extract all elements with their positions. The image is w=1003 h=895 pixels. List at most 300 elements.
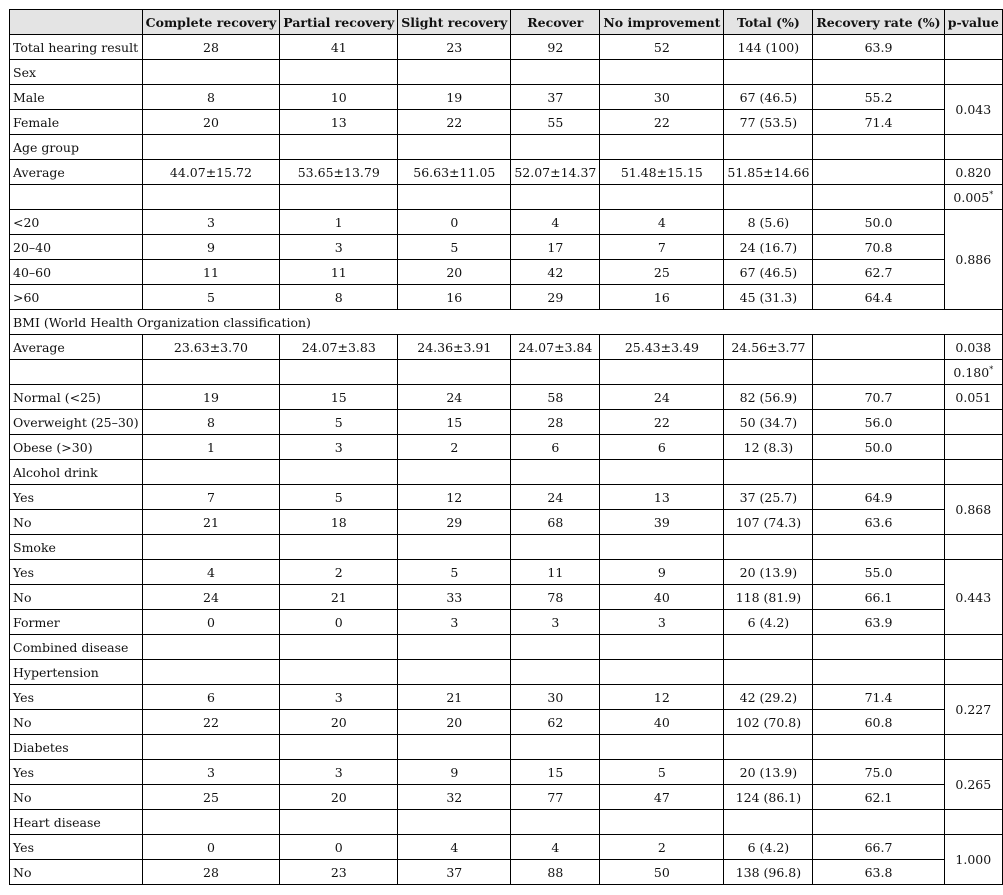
table-cell: 50.0 bbox=[813, 210, 944, 235]
table-cell: 11 bbox=[280, 260, 398, 285]
table-cell bbox=[813, 160, 944, 185]
row-label: Yes bbox=[10, 835, 143, 860]
table-cell bbox=[813, 810, 944, 835]
table-cell bbox=[724, 460, 813, 485]
table-cell bbox=[600, 460, 724, 485]
table-row bbox=[10, 260, 1003, 285]
table-cell bbox=[398, 135, 511, 160]
table-cell bbox=[280, 735, 398, 760]
table-cell bbox=[813, 335, 944, 360]
table-cell: 55.2 bbox=[813, 85, 944, 110]
table-cell: 23 bbox=[398, 35, 511, 60]
table-cell: 40 bbox=[600, 710, 724, 735]
row-label: Yes bbox=[10, 485, 143, 510]
row-label: Age group bbox=[10, 135, 143, 160]
table-cell: 2 bbox=[600, 835, 724, 860]
table-cell bbox=[398, 60, 511, 85]
table-cell: 0 bbox=[280, 610, 398, 635]
table-cell: 50 bbox=[600, 860, 724, 885]
table-cell bbox=[280, 185, 398, 210]
row-label: Yes bbox=[10, 685, 143, 710]
table-cell bbox=[142, 60, 280, 85]
table-cell: 13 bbox=[600, 485, 724, 510]
table-cell: 50 (34.7) bbox=[724, 410, 813, 435]
table-cell bbox=[280, 635, 398, 660]
table-cell: 20 (13.9) bbox=[724, 560, 813, 585]
table-row bbox=[10, 85, 1003, 110]
table-cell: 2 bbox=[280, 560, 398, 585]
table-cell bbox=[398, 735, 511, 760]
table-row bbox=[10, 135, 1003, 160]
table-cell: 45 (31.3) bbox=[724, 285, 813, 310]
table-cell: 62.7 bbox=[813, 260, 944, 285]
table-cell bbox=[511, 460, 600, 485]
table-cell: 22 bbox=[600, 110, 724, 135]
row-label: Diabetes bbox=[10, 735, 143, 760]
table-cell: 67 (46.5) bbox=[724, 85, 813, 110]
table-cell: 64.4 bbox=[813, 285, 944, 310]
table-cell: 66.1 bbox=[813, 585, 944, 610]
table-cell bbox=[724, 660, 813, 685]
recovery-table bbox=[9, 9, 1003, 885]
p-value-cell bbox=[944, 135, 1002, 160]
table-cell: 71.4 bbox=[813, 685, 944, 710]
p-value-cell bbox=[944, 560, 1002, 635]
table-cell bbox=[813, 535, 944, 560]
table-cell: 11 bbox=[142, 260, 280, 285]
row-label: 20–40 bbox=[10, 235, 143, 260]
table-body bbox=[10, 35, 1003, 885]
column-header: Slight recovery bbox=[398, 10, 511, 35]
table-cell bbox=[398, 360, 511, 385]
table-cell bbox=[280, 535, 398, 560]
row-label: Yes bbox=[10, 560, 143, 585]
table-cell bbox=[511, 735, 600, 760]
table-cell: 20 bbox=[142, 110, 280, 135]
column-header: Partial recovery bbox=[280, 10, 398, 35]
table-cell: 28 bbox=[511, 410, 600, 435]
table-cell bbox=[280, 460, 398, 485]
table-cell: 51.48±15.15 bbox=[600, 160, 724, 185]
table-cell bbox=[724, 735, 813, 760]
table-cell: 3 bbox=[142, 210, 280, 235]
p-value-cell bbox=[944, 210, 1002, 310]
table-cell bbox=[511, 185, 600, 210]
p-value-cell bbox=[944, 410, 1002, 435]
table-row bbox=[10, 710, 1003, 735]
table-cell: 4 bbox=[142, 560, 280, 585]
p-value-cell bbox=[944, 485, 1002, 535]
p-value-cell bbox=[944, 35, 1002, 60]
table-cell: 5 bbox=[142, 285, 280, 310]
table-cell: 63.8 bbox=[813, 860, 944, 885]
table-cell: 29 bbox=[511, 285, 600, 310]
table-cell: 71.4 bbox=[813, 110, 944, 135]
table-cell: 9 bbox=[398, 760, 511, 785]
table-cell bbox=[724, 810, 813, 835]
table-cell bbox=[280, 360, 398, 385]
p-value-cell bbox=[944, 435, 1002, 460]
table-cell: 53.65±13.79 bbox=[280, 160, 398, 185]
p-value-cell bbox=[944, 535, 1002, 560]
table-cell bbox=[600, 660, 724, 685]
table-cell bbox=[600, 635, 724, 660]
table-cell bbox=[600, 810, 724, 835]
table-cell bbox=[813, 60, 944, 85]
table-cell: 144 (100) bbox=[724, 35, 813, 60]
table-container bbox=[9, 9, 1003, 885]
table-cell bbox=[142, 135, 280, 160]
table-cell: 51.85±14.66 bbox=[724, 160, 813, 185]
table-cell: 8 bbox=[142, 410, 280, 435]
table-cell: 6 bbox=[142, 685, 280, 710]
table-cell: 7 bbox=[600, 235, 724, 260]
table-cell bbox=[280, 810, 398, 835]
p-value-cell bbox=[944, 835, 1002, 885]
row-label: No bbox=[10, 785, 143, 810]
table-cell bbox=[142, 810, 280, 835]
table-cell bbox=[398, 810, 511, 835]
table-cell: 24.07±3.84 bbox=[511, 335, 600, 360]
column-header: p-value bbox=[944, 10, 1002, 35]
table-cell: 3 bbox=[600, 610, 724, 635]
table-cell bbox=[511, 360, 600, 385]
table-cell bbox=[813, 635, 944, 660]
table-cell: 5 bbox=[398, 235, 511, 260]
table-cell: 24 (16.7) bbox=[724, 235, 813, 260]
table-cell: 30 bbox=[600, 85, 724, 110]
p-value-cell bbox=[944, 660, 1002, 685]
table-cell: 0 bbox=[280, 835, 398, 860]
column-header: Total (%) bbox=[724, 10, 813, 35]
table-cell bbox=[142, 660, 280, 685]
row-label: 40–60 bbox=[10, 260, 143, 285]
table-cell: 37 bbox=[511, 85, 600, 110]
table-cell: 5 bbox=[280, 410, 398, 435]
table-cell: 28 bbox=[142, 35, 280, 60]
row-label: Former bbox=[10, 610, 143, 635]
table-cell: 3 bbox=[142, 760, 280, 785]
table-cell: 6 bbox=[511, 435, 600, 460]
column-header: Recover bbox=[511, 10, 600, 35]
table-cell bbox=[142, 535, 280, 560]
table-cell: 62.1 bbox=[813, 785, 944, 810]
table-row bbox=[10, 35, 1003, 60]
table-cell: 20 bbox=[398, 710, 511, 735]
table-row bbox=[10, 210, 1003, 235]
table-cell: 6 bbox=[600, 435, 724, 460]
table-row bbox=[10, 810, 1003, 835]
table-cell: 77 bbox=[511, 785, 600, 810]
table-row bbox=[10, 660, 1003, 685]
p-value: 0.868 bbox=[955, 502, 992, 517]
table-cell: 0 bbox=[398, 210, 511, 235]
table-cell: 56.63±11.05 bbox=[398, 160, 511, 185]
table-cell bbox=[511, 535, 600, 560]
table-cell: 66.7 bbox=[813, 835, 944, 860]
p-value: 0.005 bbox=[953, 189, 990, 205]
table-cell: 70.7 bbox=[813, 385, 944, 410]
table-row bbox=[10, 785, 1003, 810]
table-cell: 20 bbox=[280, 785, 398, 810]
table-cell: 5 bbox=[600, 760, 724, 785]
table-cell: 124 (86.1) bbox=[724, 785, 813, 810]
table-cell: 18 bbox=[280, 510, 398, 535]
table-cell: 25 bbox=[600, 260, 724, 285]
table-cell: 22 bbox=[600, 410, 724, 435]
table-cell: 33 bbox=[398, 585, 511, 610]
table-cell: 102 (70.8) bbox=[724, 710, 813, 735]
table-cell: 3 bbox=[280, 435, 398, 460]
table-cell: 52.07±14.37 bbox=[511, 160, 600, 185]
table-row bbox=[10, 385, 1003, 410]
row-label: No bbox=[10, 860, 143, 885]
table-cell bbox=[813, 135, 944, 160]
row-label: <20 bbox=[10, 210, 143, 235]
table-cell: 44.07±15.72 bbox=[142, 160, 280, 185]
table-cell bbox=[142, 460, 280, 485]
table-row bbox=[10, 460, 1003, 485]
table-cell: 68 bbox=[511, 510, 600, 535]
table-cell bbox=[813, 660, 944, 685]
table-cell: 55.0 bbox=[813, 560, 944, 585]
table-cell bbox=[511, 135, 600, 160]
footnote-marker: * bbox=[989, 364, 994, 374]
table-row bbox=[10, 560, 1003, 585]
table-cell: 25 bbox=[142, 785, 280, 810]
table-cell: 23 bbox=[280, 860, 398, 885]
table-cell: 13 bbox=[280, 110, 398, 135]
table-cell: 63.9 bbox=[813, 610, 944, 635]
table-cell: 1 bbox=[142, 435, 280, 460]
table-cell: 0 bbox=[142, 610, 280, 635]
table-cell bbox=[142, 360, 280, 385]
table-cell: 92 bbox=[511, 35, 600, 60]
table-cell: 40 bbox=[600, 585, 724, 610]
p-value-cell bbox=[944, 460, 1002, 485]
table-cell: 3 bbox=[280, 760, 398, 785]
table-cell: 5 bbox=[280, 485, 398, 510]
table-cell: 138 (96.8) bbox=[724, 860, 813, 885]
table-row bbox=[10, 160, 1003, 185]
table-cell bbox=[600, 135, 724, 160]
table-cell: 16 bbox=[398, 285, 511, 310]
table-cell bbox=[280, 660, 398, 685]
table-cell: 15 bbox=[398, 410, 511, 435]
column-header: No improvement bbox=[600, 10, 724, 35]
table-cell: 24 bbox=[600, 385, 724, 410]
p-value: 0.043 bbox=[955, 102, 992, 117]
table-cell bbox=[724, 60, 813, 85]
table-cell: 22 bbox=[398, 110, 511, 135]
table-cell: 11 bbox=[511, 560, 600, 585]
p-value-cell bbox=[944, 160, 1002, 185]
table-cell: 70.8 bbox=[813, 235, 944, 260]
p-value: 0.051 bbox=[955, 389, 992, 405]
footnote-marker: * bbox=[989, 189, 994, 199]
table-row bbox=[10, 760, 1003, 785]
row-label: Sex bbox=[10, 60, 143, 85]
table-cell: 9 bbox=[142, 235, 280, 260]
row-label: Total hearing result bbox=[10, 35, 143, 60]
row-label: BMI (World Health Organization classification) bbox=[10, 310, 1003, 335]
table-cell: 12 bbox=[600, 685, 724, 710]
table-row bbox=[10, 860, 1003, 885]
p-value-cell bbox=[944, 685, 1002, 735]
table-cell: 6 (4.2) bbox=[724, 835, 813, 860]
table-cell: 22 bbox=[142, 710, 280, 735]
table-row bbox=[10, 510, 1003, 535]
row-label: Hypertension bbox=[10, 660, 143, 685]
table-row bbox=[10, 835, 1003, 860]
table-cell bbox=[600, 360, 724, 385]
p-value-cell bbox=[944, 335, 1002, 360]
row-label: Alcohol drink bbox=[10, 460, 143, 485]
table-cell: 19 bbox=[142, 385, 280, 410]
table-row bbox=[10, 410, 1003, 435]
row-label: Male bbox=[10, 85, 143, 110]
table-cell: 1 bbox=[280, 210, 398, 235]
p-value-cell bbox=[944, 760, 1002, 810]
table-cell: 8 bbox=[280, 285, 398, 310]
p-value: 1.000 bbox=[955, 852, 992, 867]
table-cell: 39 bbox=[600, 510, 724, 535]
table-row bbox=[10, 235, 1003, 260]
table-cell: 20 (13.9) bbox=[724, 760, 813, 785]
row-label: >60 bbox=[10, 285, 143, 310]
table-cell: 15 bbox=[280, 385, 398, 410]
row-label: Yes bbox=[10, 760, 143, 785]
table-cell: 3 bbox=[280, 685, 398, 710]
row-label: Smoke bbox=[10, 535, 143, 560]
table-cell: 42 bbox=[511, 260, 600, 285]
table-cell: 60.8 bbox=[813, 710, 944, 735]
table-cell: 23.63±3.70 bbox=[142, 335, 280, 360]
table-cell bbox=[511, 810, 600, 835]
p-value: 0.227 bbox=[955, 702, 992, 717]
table-cell: 7 bbox=[142, 485, 280, 510]
table-cell: 5 bbox=[398, 560, 511, 585]
table-row bbox=[10, 485, 1003, 510]
p-value-cell bbox=[944, 635, 1002, 660]
table-cell: 78 bbox=[511, 585, 600, 610]
table-cell: 2 bbox=[398, 435, 511, 460]
p-value-cell bbox=[944, 85, 1002, 135]
header-row bbox=[10, 10, 1003, 35]
table-cell: 25.43±3.49 bbox=[600, 335, 724, 360]
row-label: Combined disease bbox=[10, 635, 143, 660]
table-cell: 56.0 bbox=[813, 410, 944, 435]
table-row bbox=[10, 535, 1003, 560]
column-header: Recovery rate (%) bbox=[813, 10, 944, 35]
table-row bbox=[10, 435, 1003, 460]
table-cell: 63.6 bbox=[813, 510, 944, 535]
table-cell: 67 (46.5) bbox=[724, 260, 813, 285]
table-cell bbox=[511, 635, 600, 660]
table-row bbox=[10, 185, 1003, 210]
row-label: Average bbox=[10, 335, 143, 360]
table-row bbox=[10, 610, 1003, 635]
table-cell: 12 (8.3) bbox=[724, 435, 813, 460]
p-value: 0.038 bbox=[955, 339, 992, 355]
table-cell: 10 bbox=[280, 85, 398, 110]
table-cell: 42 (29.2) bbox=[724, 685, 813, 710]
table-cell: 32 bbox=[398, 785, 511, 810]
table-cell bbox=[142, 635, 280, 660]
table-cell: 16 bbox=[600, 285, 724, 310]
table-cell: 24 bbox=[398, 385, 511, 410]
table-cell bbox=[724, 135, 813, 160]
table-row bbox=[10, 60, 1003, 85]
table-cell bbox=[280, 60, 398, 85]
table-cell: 21 bbox=[280, 585, 398, 610]
table-cell: 0 bbox=[142, 835, 280, 860]
table-cell: 20 bbox=[398, 260, 511, 285]
table-row bbox=[10, 310, 1003, 335]
table-cell bbox=[398, 460, 511, 485]
table-cell: 62 bbox=[511, 710, 600, 735]
table-cell bbox=[813, 460, 944, 485]
table-cell: 4 bbox=[600, 210, 724, 235]
table-cell: 21 bbox=[142, 510, 280, 535]
table-cell: 3 bbox=[511, 610, 600, 635]
table-cell bbox=[813, 360, 944, 385]
p-value-cell bbox=[944, 810, 1002, 835]
table-cell: 8 bbox=[142, 85, 280, 110]
table-cell: 47 bbox=[600, 785, 724, 810]
row-label: No bbox=[10, 710, 143, 735]
table-cell: 64.9 bbox=[813, 485, 944, 510]
p-value: 0.180 bbox=[953, 364, 990, 380]
table-cell: 24.07±3.83 bbox=[280, 335, 398, 360]
table-row bbox=[10, 635, 1003, 660]
table-cell: 30 bbox=[511, 685, 600, 710]
row-label bbox=[10, 360, 143, 385]
table-cell: 8 (5.6) bbox=[724, 210, 813, 235]
table-cell: 3 bbox=[398, 610, 511, 635]
p-value-cell bbox=[944, 60, 1002, 85]
table-row bbox=[10, 735, 1003, 760]
table-cell bbox=[600, 185, 724, 210]
table-row bbox=[10, 285, 1003, 310]
header-blank-cell bbox=[10, 10, 143, 35]
table-cell: 118 (81.9) bbox=[724, 585, 813, 610]
table-cell: 29 bbox=[398, 510, 511, 535]
table-cell bbox=[600, 60, 724, 85]
table-cell: 4 bbox=[511, 210, 600, 235]
row-label: Obese (>30) bbox=[10, 435, 143, 460]
p-value: 0.820 bbox=[955, 164, 992, 180]
row-label: Normal (<25) bbox=[10, 385, 143, 410]
table-cell: 21 bbox=[398, 685, 511, 710]
column-header: Complete recovery bbox=[142, 10, 280, 35]
table-cell: 24.56±3.77 bbox=[724, 335, 813, 360]
table-cell bbox=[142, 185, 280, 210]
table-cell: 37 bbox=[398, 860, 511, 885]
table-row bbox=[10, 585, 1003, 610]
table-cell: 24.36±3.91 bbox=[398, 335, 511, 360]
row-label: Heart disease bbox=[10, 810, 143, 835]
table-cell: 37 (25.7) bbox=[724, 485, 813, 510]
table-cell: 15 bbox=[511, 760, 600, 785]
row-label: No bbox=[10, 585, 143, 610]
table-cell: 75.0 bbox=[813, 760, 944, 785]
table-cell bbox=[600, 735, 724, 760]
table-row bbox=[10, 685, 1003, 710]
table-cell: 52 bbox=[600, 35, 724, 60]
table-cell bbox=[398, 635, 511, 660]
table-cell: 6 (4.2) bbox=[724, 610, 813, 635]
